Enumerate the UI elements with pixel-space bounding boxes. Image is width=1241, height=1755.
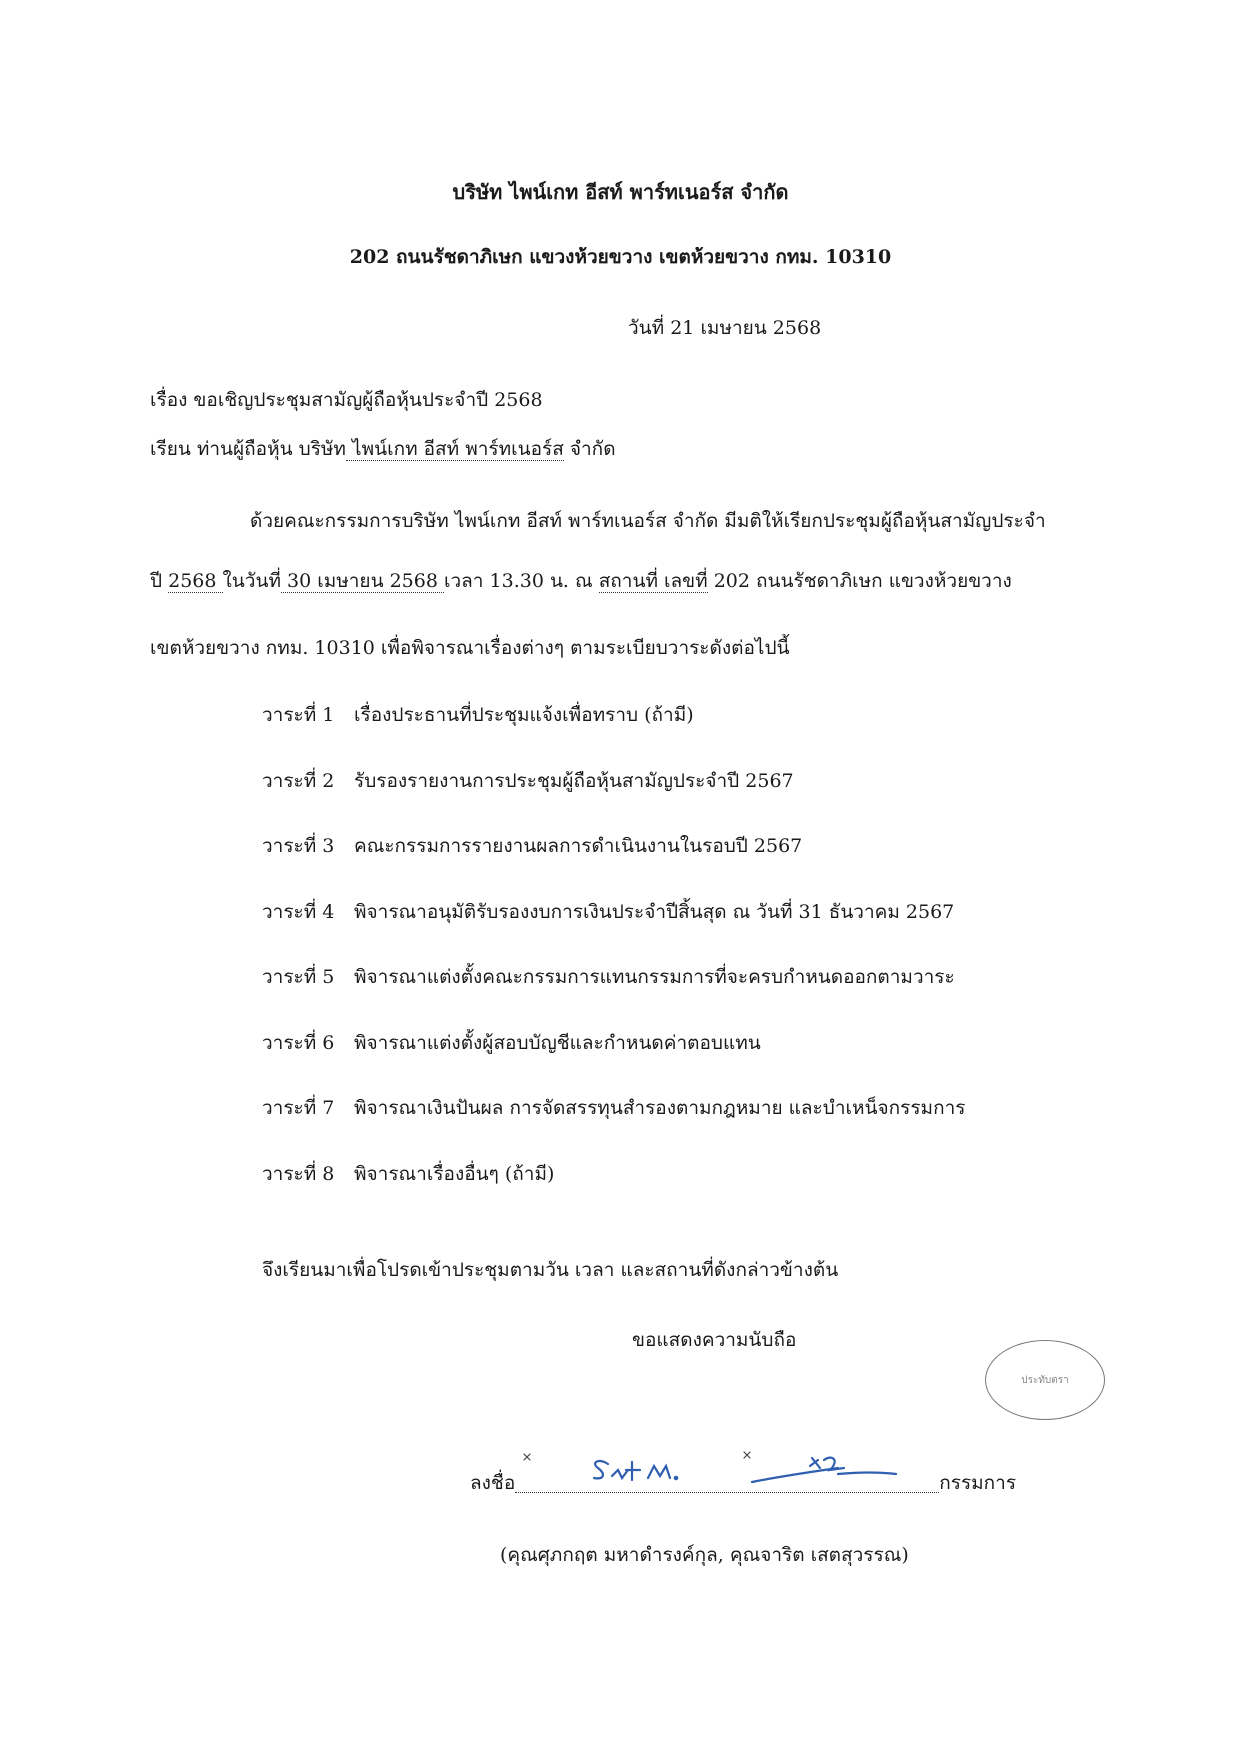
agenda-number: วาระที่ 7 (262, 1097, 335, 1119)
agenda-number: วาระที่ 4 (262, 900, 335, 923)
closing-text: จึงเรียนมาเพื่อโปรดเข้าประชุมตามวัน เวลา และสถานที่ดังกล่าวข้างต้น (262, 1259, 839, 1281)
signature-suffix: กรรมการ (939, 1472, 1017, 1494)
recipient-company: ไพน์เกท อีสท์ พาร์ทเนอร์ส (345, 438, 564, 460)
agenda-number: วาระที่ 8 (262, 1162, 335, 1185)
agenda-text: รับรองรายงานการประชุมผู้ถือหุ้นสามัญประจำปี 2567 (354, 769, 794, 792)
agenda-text: พิจารณาอนุมัติรับรองงบการเงินประจำปีสิ้นสุด ณ วันที่ 31 ธันวาคม 2567 (354, 900, 955, 923)
agenda-item (262, 831, 802, 861)
agenda-item (262, 1159, 554, 1189)
body-line-1: ด้วยคณะกรรมการบริษัท ไพน์เกท อีสท์ พาร์ทเนอร์ส จำกัด มีมติให้เรียกประชุมผู้ถือหุ้นสามัญประจำ (250, 510, 1046, 532)
agenda-text: พิจารณาเงินปันผล การจัดสรรทุนสำรองตามกฎหมาย และบำเหน็จกรรมการ (354, 1097, 966, 1119)
signature-prefix: ลงชื่อ (470, 1472, 516, 1494)
recipient-suffix: จำกัด (563, 438, 616, 460)
agenda-text: พิจารณาแต่งตั้งผู้สอบบัญชีและกำหนดค่าตอบแทน (354, 1031, 761, 1054)
letter-subject: เรื่อง ขอเชิญประชุมสามัญผู้ถือหุ้นประจำปี 2568 (150, 389, 543, 411)
agenda-item (262, 1028, 761, 1058)
body-line-2-b: ในวันที่ (222, 570, 281, 592)
body-line-2-a: ปี (150, 570, 169, 592)
agenda-text: เรื่องประธานที่ประชุมแจ้งเพื่อทราบ (ถ้ามี) (354, 704, 694, 726)
agenda-text: คณะกรรมการรายงานผลการดำเนินงานในรอบปี 2567 (354, 835, 803, 857)
meeting-year: 2568 (168, 570, 223, 592)
body-line-2 (150, 566, 1012, 596)
company-name: บริษัท ไพน์เกท อีสท์ พาร์ทเนอร์ส จำกัด (452, 180, 789, 204)
agenda-item (262, 766, 794, 796)
agenda-number: วาระที่ 3 (262, 835, 335, 857)
signer-names: (คุณศุภกฤต มหาดำรงค์กุล, คุณจาริต เสตสุวรรณ) (500, 1544, 909, 1566)
agenda-item (262, 962, 955, 992)
agenda-text: พิจารณาแต่งตั้งคณะกรรมการแทนกรรมการที่จะครบกำหนดออกตามวาระ (354, 966, 955, 988)
meeting-place: สถานที่ เลขที่ (598, 570, 708, 592)
agenda-text: พิจารณาเรื่องอื่นๆ (ถ้ามี) (354, 1162, 555, 1185)
agenda-number: วาระที่ 2 (262, 769, 335, 792)
body-line-2-c: เวลา 13.30 น. ณ (444, 570, 599, 592)
agenda-item (262, 700, 694, 730)
letter-date: วันที่ 21 เมษายน 2568 (628, 317, 822, 339)
agenda-number: วาระที่ 6 (262, 1031, 335, 1054)
stamp-label: ประทับตรา (1021, 1374, 1069, 1386)
body-line-3: เขตห้วยขวาง กทม. 10310 เพื่อพิจารณาเรื่องต่างๆ ตามระเบียบวาระดังต่อไปนี้ (150, 637, 790, 659)
letter-recipient (150, 434, 616, 464)
handwritten-signature (520, 1440, 900, 1500)
company-address: 202 ถนนรัชดาภิเษก แขวงห้วยขวาง เขตห้วยขวาง กทม. 10310 (349, 246, 892, 268)
agenda-item (262, 1093, 965, 1123)
regards-text: ขอแสดงความนับถือ (632, 1329, 797, 1351)
agenda-number: วาระที่ 1 (262, 704, 335, 726)
agenda-item (262, 897, 954, 927)
recipient-prefix: เรียน ท่านผู้ถือหุ้น บริษัท (150, 438, 346, 460)
body-line-2-d: 202 ถนนรัชดาภิเษก แขวงห้วยขวาง (707, 570, 1012, 592)
company-stamp (985, 1340, 1105, 1420)
meeting-date: 30 เมษายน 2568 (280, 570, 444, 592)
agenda-number: วาระที่ 5 (262, 966, 335, 988)
